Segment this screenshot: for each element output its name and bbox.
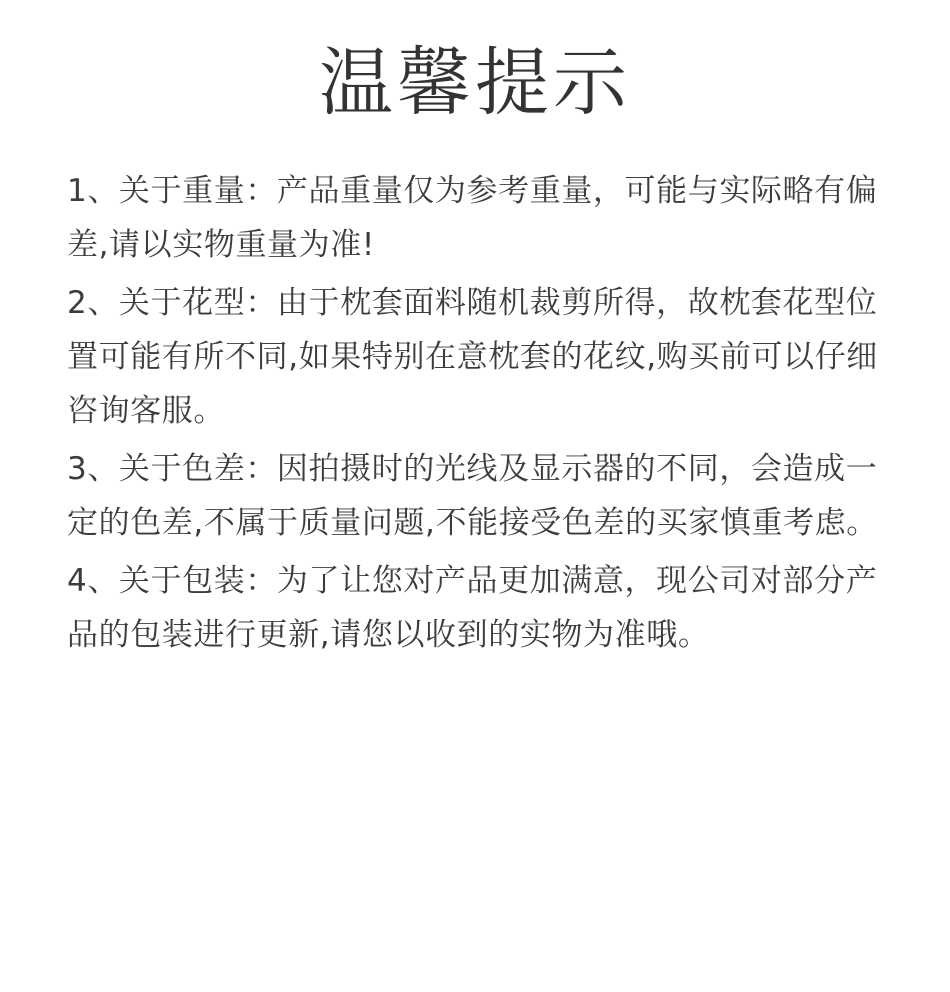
notice-list: [67, 164, 889, 666]
notice-item-weight: 1、关于重量：产品重量仅为参考重量，可能与实际略有偏差,请以实物重量为准!: [67, 173, 878, 263]
notice-item-packaging: 4、关于包装：为了让您对产品更加满意，现公司对部分产品的包装进行更新,请您以收到的实物为准哦。: [67, 563, 878, 653]
notice-item-color: 3、关于色差：因拍摄时的光线及显示器的不同，会造成一定的色差,不属于质量问题,不能接受色差的买家慎重考虑。: [67, 451, 878, 541]
notice-item-pattern: 2、关于花型：由于枕套面料随机裁剪所得，故枕套花型位置可能有所不同,如果特别在意枕套的花纹,购买前可以仔细咨询客服。: [67, 285, 878, 429]
page-title: 温馨提示: [319, 40, 631, 126]
